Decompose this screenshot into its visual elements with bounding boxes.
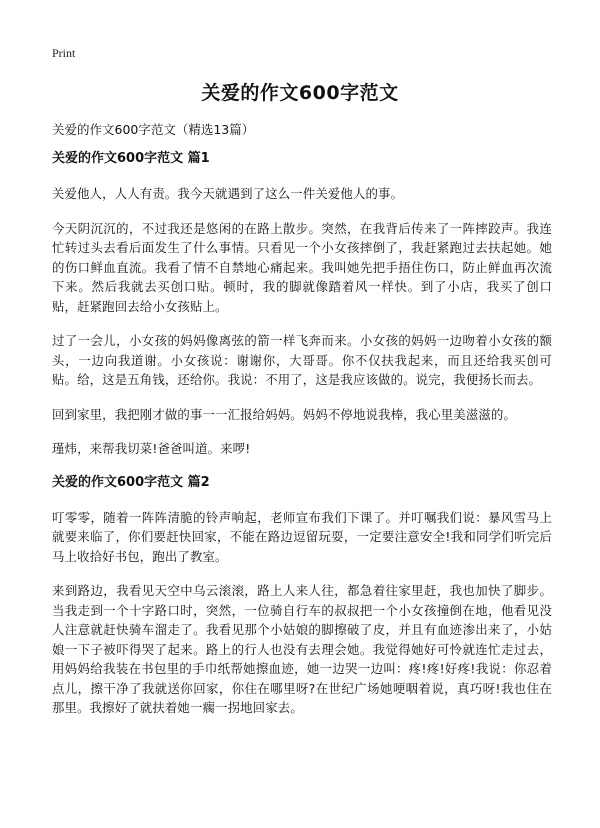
paragraph: 来到路边，我看见天空中乌云滚滚，路上人来人往，都急着往家里赶，我也加快了脚步。当我走到一个十字路口时，突然，一位骑自行车的叔叔把一个小女孩撞倒在地，他看见没人注意就赶快骑车溜走了。我看见那个小姑娘的脚擦破了皮，并且有血迹渗出来了，小姑娘一下子被吓得哭了起来。路上的行人也没有去理会她。我觉得她好可怜就连忙走过去，用妈妈给我装在书包里的手巾纸帮她擦血迹，她一边哭一边叫：疼!疼!好疼!我说：你忍着点儿，擦干净了我就送你回家，你住在哪里呀?在世纪广场她哽咽着说，真巧呀!我也住在那里。我擦好了就扶着她一瘸一拐地回家去。 (52, 583, 552, 715)
article-subtitle: 关爱的作文600字范文（精选13篇） (52, 122, 255, 137)
section-2 (52, 474, 552, 718)
paragraph: 瑾炜，来帮我切菜!爸爸叫道。来啰! (52, 441, 251, 456)
paragraph: 叮零零，随着一阵阵清脆的铃声响起，老师宣布我们下课了。并叮嘱我们说：暴风雪马上就要来临了，你们要赶快回家，不能在路边逗留玩耍，一定要注意安全!我和同学们听完后马上收拾好书包，跑出了教室。 (52, 509, 552, 564)
article-body (52, 150, 552, 733)
page-title: 关爱的作文600字范文 (201, 82, 399, 104)
paragraph: 过了一会儿，小女孩的妈妈像离弦的箭一样飞奔而来。小女孩的妈妈一边吻着小女孩的额头，一边向我道谢。小女孩说：谢谢你，大哥哥。你不仅扶我起来，而且还给我买创可贴。给，这是五角钱，还给你。我说：不用了，这是我应该做的。说完，我便扬长而去。 (52, 333, 552, 387)
paragraph: 今天阴沉沉的，不过我还是悠闲的在路上散步。突然，在我背后传来了一阵摔跤声。我连忙转过头去看后面发生了什么事情。只看见一个小女孩摔倒了，我赶紧跑过去扶起她。她的伤口鲜血直流。我看了情不自禁地心痛起来。我叫她先把手捂住伤口，防止鲜血再次流下来。然后我就去买创口贴。顿时，我的脚就像踏着风一样快。到了小店，我买了创口贴，赶紧跑回去给小女孩贴上。 (52, 220, 552, 314)
section-heading: 关爱的作文600字范文 篇1 (52, 151, 210, 166)
paragraph: 回到家里，我把刚才做的事一一汇报给妈妈。妈妈不停地说我棒，我心里美滋滋的。 (52, 406, 517, 422)
print-link[interactable]: Print (52, 46, 76, 60)
section-1 (52, 150, 552, 459)
paragraph: 关爱他人，人人有责。我今天就遇到了这么一件关爱他人的事。 (52, 186, 404, 201)
section-heading: 关爱的作文600字范文 篇2 (52, 474, 210, 490)
